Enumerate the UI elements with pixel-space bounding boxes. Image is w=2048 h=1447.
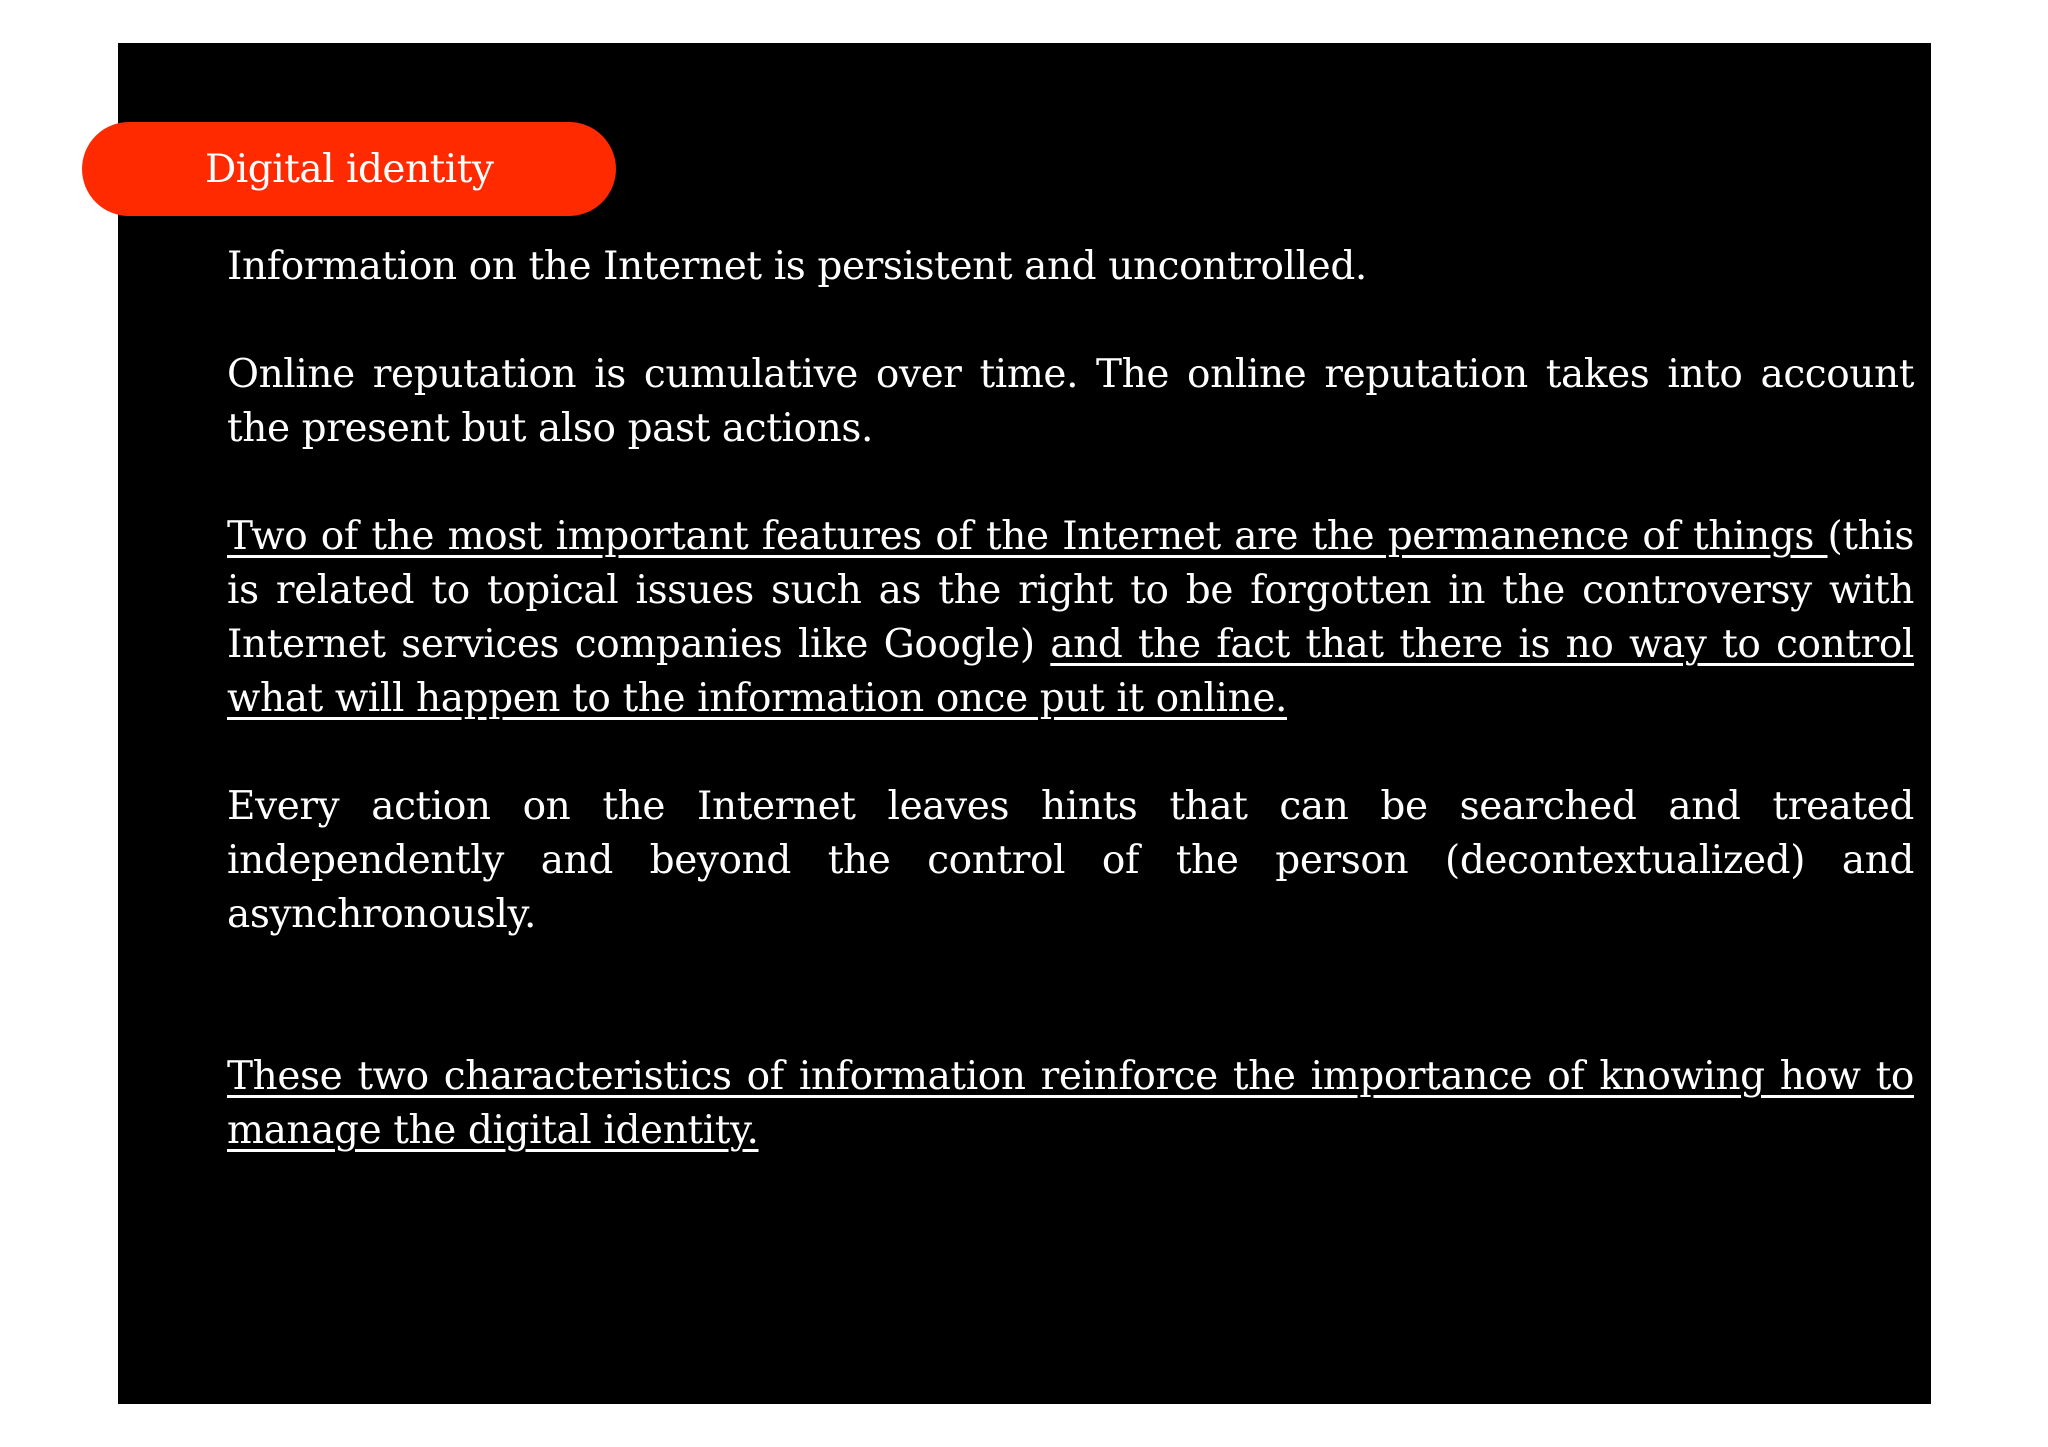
underlined-text-permanence: Two of the most important features of the Internet are the permanence of things <box>227 514 1828 559</box>
paragraph-hints: Every action on the Internet leaves hints that can be searched and treated independently and beyond the control of the person (decontextualized) and asynchronously. <box>227 784 1914 937</box>
slide-title-pill <box>82 122 616 216</box>
paragraph-reputation: Online reputation is cumulative over time. The online reputation takes into account the present but also past actions. <box>227 352 1914 451</box>
paragraph-conclusion <box>227 1050 1914 1158</box>
paragraph-features <box>227 510 1914 726</box>
plain-text-context: (this is related to topical issues such as the right to be forgotten in the controversy with Internet services companies like Google) <box>227 514 1914 667</box>
underlined-text-no-control: and the fact that there is no way to control what will happen to the information once put it online. <box>227 622 1914 721</box>
underlined-text-conclusion: These two characteristics of information reinforce the importance of knowing how to manage the digital identity. <box>227 1054 1914 1153</box>
slide-title: Digital identity <box>205 146 494 192</box>
paragraph-persistence: Information on the Internet is persistent and uncontrolled. <box>227 244 1367 289</box>
slide-body <box>227 240 1914 1158</box>
